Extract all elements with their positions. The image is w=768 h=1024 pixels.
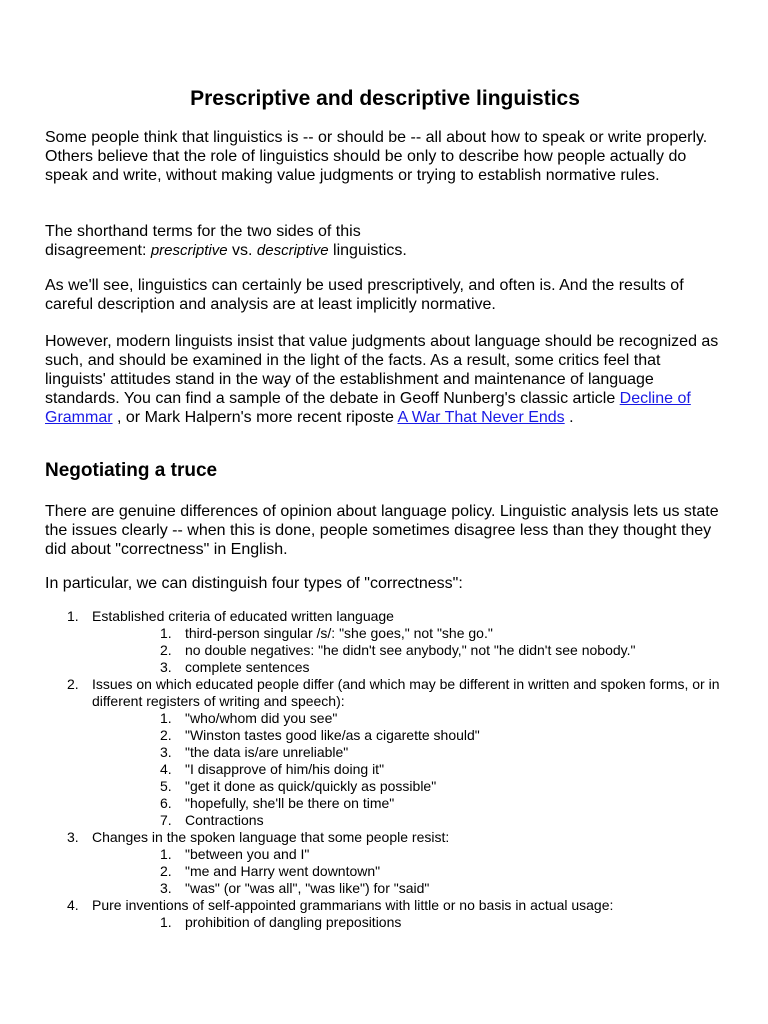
sub-list bbox=[92, 710, 725, 829]
shorthand-line1: The shorthand terms for the two sides of this bbox=[45, 223, 361, 240]
list-number: 3. bbox=[67, 829, 79, 845]
sub-list-number: 4. bbox=[160, 761, 172, 777]
sub-list-item bbox=[92, 778, 725, 795]
sub-list-item-text: "Winston tastes good like/as a cigarette should" bbox=[185, 727, 480, 743]
sub-list-item bbox=[92, 795, 725, 812]
sub-list-number: 3. bbox=[160, 659, 172, 675]
list-item bbox=[45, 829, 725, 897]
sub-list-number: 1. bbox=[160, 914, 172, 930]
sub-list-number: 6. bbox=[160, 795, 172, 811]
sub-list-item bbox=[92, 744, 725, 761]
list-item bbox=[45, 608, 725, 676]
sub-list-item bbox=[92, 863, 725, 880]
debate-end: . bbox=[564, 409, 574, 426]
sub-list-item bbox=[92, 812, 725, 829]
section-heading-truce: Negotiating a truce bbox=[45, 460, 218, 481]
page-title: Prescriptive and descriptive linguistics bbox=[190, 87, 580, 110]
shorthand-vs: vs. bbox=[227, 242, 257, 259]
list-item-text: Pure inventions of self-appointed grammarians with little or no basis in actual usage: bbox=[92, 897, 614, 913]
list-item bbox=[45, 897, 725, 931]
sub-list-number: 1. bbox=[160, 710, 172, 726]
policy-paragraph: There are genuine differences of opinion about language policy. Linguistic analysis lets us state the issues clearly -- when this is done, people sometimes disagree less than they thought they did about "correctness" in English. bbox=[45, 503, 719, 558]
sub-list-number: 2. bbox=[160, 642, 172, 658]
sub-list-item-text: complete sentences bbox=[185, 659, 310, 675]
sub-list bbox=[92, 846, 725, 897]
shorthand-prefix: disagreement: bbox=[45, 242, 151, 259]
sub-list-number: 3. bbox=[160, 744, 172, 760]
list-item-text: Issues on which educated people differ (and which may be different in written and spoken forms, or in different registers of writing and speech): bbox=[92, 676, 720, 709]
sub-list-number: 2. bbox=[160, 727, 172, 743]
correctness-list bbox=[45, 608, 725, 931]
sub-list-item bbox=[92, 727, 725, 744]
sub-list-item-text: third-person singular /s/: "she goes," not "she go." bbox=[185, 625, 493, 641]
sub-list-number: 1. bbox=[160, 625, 172, 641]
sub-list-item-text: no double negatives: "he didn't see anybody," not "he didn't see nobody." bbox=[185, 642, 636, 658]
sub-list-item bbox=[92, 625, 725, 642]
list-number: 2. bbox=[67, 676, 79, 692]
sub-list-item-text: "the data is/are unreliable" bbox=[185, 744, 349, 760]
list-item-text: Changes in the spoken language that some people resist: bbox=[92, 829, 450, 845]
sub-list-item-text: prohibition of dangling prepositions bbox=[185, 914, 402, 930]
term-prescriptive: prescriptive bbox=[150, 242, 228, 259]
sub-list-item-text: "was" (or "was all", "was like") for "said" bbox=[185, 880, 430, 896]
list-number: 1. bbox=[67, 608, 79, 624]
prescriptive-use-paragraph: As we'll see, linguistics can certainly be used prescriptively, and often is. And the results of careful description and analysis are at least implicitly normative. bbox=[45, 277, 684, 313]
sub-list bbox=[92, 625, 725, 676]
sub-list-number: 2. bbox=[160, 863, 172, 879]
sub-list bbox=[92, 914, 725, 931]
sub-list-item bbox=[92, 914, 725, 931]
sub-list-number: 1. bbox=[160, 846, 172, 862]
sub-list-item bbox=[92, 710, 725, 727]
sub-list-item bbox=[92, 761, 725, 778]
sub-list-item-text: "between you and I" bbox=[185, 846, 310, 862]
correctness-intro: In particular, we can distinguish four types of "correctness": bbox=[45, 575, 463, 592]
intro-paragraph: Some people think that linguistics is -- or should be -- all about how to speak or write properly. Others believe that the role of linguistics should be only to describe how people actually do speak and write, without making value judgments or trying to establish normative rules. bbox=[45, 129, 708, 184]
debate-text: However, modern linguists insist that value judgments about language should be recognized as such, and should be examined in the light of the facts. As a result, some critics feel that linguists' attitudes stand in the way of the establishment and maintenance of language standards. You can find a sample of the debate in Geoff Nunberg's classic article bbox=[45, 333, 719, 407]
sub-list-item-text: "me and Harry went downtown" bbox=[185, 863, 381, 879]
list-number: 4. bbox=[67, 897, 79, 913]
term-descriptive: descriptive bbox=[256, 242, 329, 259]
sub-list-item bbox=[92, 642, 725, 659]
sub-list-item-text: Contractions bbox=[185, 812, 264, 828]
shorthand-suffix: linguistics. bbox=[328, 242, 407, 259]
debate-paragraph bbox=[45, 332, 725, 427]
war-that-never-ends-link[interactable]: A War That Never Ends bbox=[397, 409, 565, 426]
sub-list-number: 3. bbox=[160, 880, 172, 896]
sub-list-item bbox=[92, 880, 725, 897]
sub-list-item-text: "hopefully, she'll be there on time" bbox=[185, 795, 395, 811]
sub-list-item bbox=[92, 846, 725, 863]
sub-list-item-text: "who/whom did you see" bbox=[185, 710, 338, 726]
correctness-list-container bbox=[45, 608, 725, 931]
sub-list-item-text: "get it done as quick/quickly as possible" bbox=[185, 778, 437, 794]
sub-list-number: 7. bbox=[160, 812, 172, 828]
list-item-text: Established criteria of educated written language bbox=[92, 608, 394, 624]
sub-list-item bbox=[92, 659, 725, 676]
sub-list-number: 5. bbox=[160, 778, 172, 794]
sub-list-item-text: "I disapprove of him/his doing it" bbox=[185, 761, 385, 777]
debate-middle: , or Mark Halpern's more recent riposte bbox=[112, 409, 398, 426]
list-item bbox=[45, 676, 725, 829]
shorthand-paragraph bbox=[45, 222, 725, 260]
decline-of-grammar-link[interactable]: Decline of Grammar bbox=[45, 390, 691, 426]
